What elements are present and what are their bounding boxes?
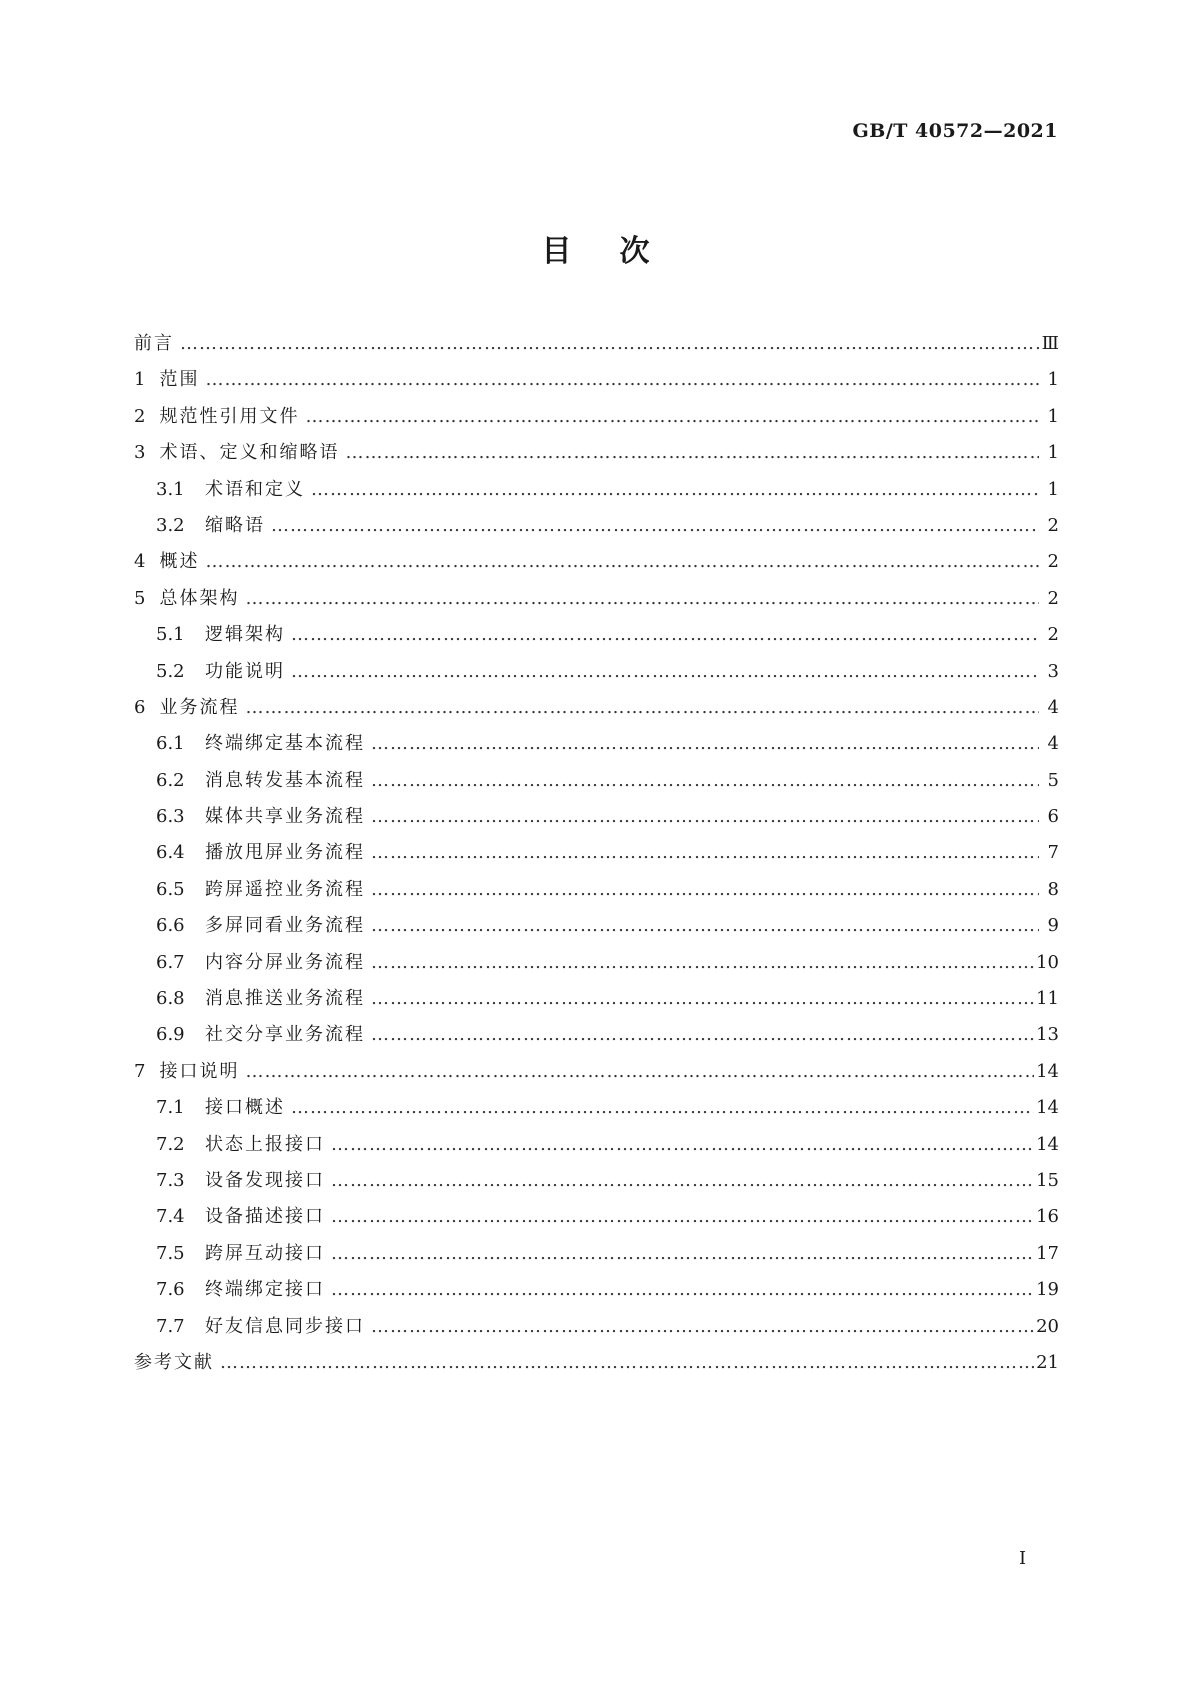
toc-entry[interactable] [134, 1090, 1059, 1126]
toc-entry[interactable] [134, 1345, 1059, 1381]
dot-leader [331, 1163, 1034, 1199]
toc-entry-title: 终端绑定基本流程 [205, 733, 365, 755]
dot-leader [331, 1199, 1034, 1235]
toc-entry-number: 5 [134, 587, 146, 609]
toc-entry-page: 4 [1047, 696, 1059, 718]
toc-entry-page: 4 [1047, 733, 1059, 755]
dot-leader [371, 872, 1039, 908]
toc-entry[interactable] [134, 362, 1059, 398]
toc-entry-title: 多屏同看业务流程 [205, 915, 365, 937]
toc-entry-number: 6.5 [156, 878, 185, 900]
toc-entry[interactable] [134, 435, 1059, 471]
toc-entry-page: 13 [1036, 1024, 1059, 1046]
toc-entry-number: 7.2 [156, 1133, 185, 1155]
toc-entry-page: 14 [1036, 1133, 1059, 1155]
toc-entry-page: 14 [1036, 1060, 1059, 1082]
toc-entry-number: 6.2 [156, 769, 185, 791]
toc-entry-title: 规范性引用文件 [159, 405, 300, 427]
dot-leader [220, 1345, 1034, 1381]
toc-entry-title: 跨屏遥控业务流程 [205, 878, 365, 900]
dot-leader [331, 1272, 1034, 1308]
toc-entry-page: 2 [1047, 551, 1059, 573]
toc-entry[interactable] [134, 872, 1059, 908]
toc-entry-title: 社交分享业务流程 [205, 1024, 365, 1046]
dot-leader [371, 908, 1039, 944]
toc-entry-number: 7.7 [156, 1315, 185, 1337]
toc-entry-title: 接口说明 [159, 1060, 240, 1082]
toc-entry-page: 21 [1036, 1351, 1059, 1373]
toc-entry[interactable] [134, 1199, 1059, 1235]
toc-entry[interactable] [134, 690, 1059, 726]
toc-entry-number: 6.3 [156, 806, 185, 828]
dot-leader [371, 763, 1039, 799]
toc-entry-number: 1 [134, 369, 146, 391]
dot-leader [271, 508, 1039, 544]
toc-entry-title: 媒体共享业务流程 [205, 806, 365, 828]
dot-leader [305, 399, 1039, 435]
toc-entry[interactable] [134, 508, 1059, 544]
toc-entry-title: 功能说明 [205, 660, 285, 682]
dot-leader [371, 835, 1039, 871]
toc-entry[interactable] [134, 908, 1059, 944]
toc-entry-page: 17 [1036, 1242, 1059, 1264]
toc-entry-title: 状态上报接口 [205, 1133, 325, 1155]
toc-entry-number: 6.7 [156, 951, 185, 973]
toc-entry-title: 设备描述接口 [205, 1206, 325, 1228]
toc-entry-title: 设备发现接口 [205, 1169, 325, 1191]
toc-entry-number: 7.5 [156, 1242, 185, 1264]
toc-entry[interactable] [134, 399, 1059, 435]
toc-entry-number: 7 [134, 1060, 146, 1082]
toc-entry-page: 3 [1047, 660, 1059, 682]
dot-leader [205, 362, 1039, 398]
toc-entry-page: 20 [1036, 1315, 1059, 1337]
toc-entry-page: 2 [1047, 514, 1059, 536]
dot-leader [180, 326, 1039, 362]
toc-entry[interactable] [134, 472, 1059, 508]
toc-entry[interactable] [134, 835, 1059, 871]
toc-entry-title: 术语、定义和缩略语 [159, 442, 340, 464]
dot-leader [331, 1236, 1034, 1272]
toc-entry-number: 3 [134, 442, 146, 464]
toc-entry-title: 参考文献 [134, 1351, 214, 1373]
toc-entry-number: 6.9 [156, 1024, 185, 1046]
toc-entry-title: 消息推送业务流程 [205, 988, 365, 1010]
toc-entry-title: 业务流程 [159, 696, 240, 718]
toc-entry-page: 14 [1036, 1097, 1059, 1119]
dot-leader [291, 654, 1039, 690]
toc-entry-number: 5.2 [156, 660, 185, 682]
dot-leader [371, 1309, 1034, 1345]
toc-entry-page: 9 [1047, 915, 1059, 937]
toc-entry-page: 1 [1047, 405, 1059, 427]
toc-entry-number: 7.1 [156, 1097, 185, 1119]
dot-leader [245, 690, 1039, 726]
toc-entry-title: 概述 [159, 551, 200, 573]
toc-entry-page: 2 [1047, 624, 1059, 646]
toc-entry-page: 7 [1047, 842, 1059, 864]
toc-entry[interactable] [134, 799, 1059, 835]
dot-leader [291, 1090, 1034, 1126]
toc-entry[interactable] [134, 945, 1059, 981]
toc-entry-title: 接口概述 [205, 1097, 285, 1119]
toc-entry-number: 3.2 [156, 514, 185, 536]
toc-entry[interactable] [134, 1017, 1059, 1053]
toc-entry[interactable] [134, 1127, 1059, 1163]
toc-entry[interactable] [134, 581, 1059, 617]
dot-leader [311, 472, 1039, 508]
toc-entry[interactable] [134, 981, 1059, 1017]
toc-entry[interactable] [134, 1163, 1059, 1199]
dot-leader [245, 581, 1039, 617]
page-title: 目次 [541, 234, 698, 269]
toc-entry-title: 逻辑架构 [205, 624, 285, 646]
toc-entry[interactable] [134, 544, 1059, 580]
toc-entry-page: 1 [1047, 369, 1059, 391]
toc-entry-title: 术语和定义 [205, 478, 305, 500]
dot-leader [371, 726, 1039, 762]
toc-entry[interactable] [134, 326, 1059, 362]
toc-entry-title: 消息转发基本流程 [205, 769, 365, 791]
toc-entry-page: 5 [1047, 769, 1059, 791]
toc-entry[interactable] [134, 763, 1059, 799]
dot-leader [371, 1017, 1034, 1053]
toc-entry-title: 跨屏互动接口 [205, 1242, 325, 1264]
dot-leader [331, 1127, 1034, 1163]
toc-entry-page: 6 [1047, 806, 1059, 828]
toc-entry-title: 终端绑定接口 [205, 1279, 325, 1301]
dot-leader [245, 1054, 1034, 1090]
toc-entry-number: 6.4 [156, 842, 185, 864]
dot-leader [205, 544, 1039, 580]
toc-entry-page: 1 [1047, 478, 1059, 500]
toc-entry[interactable] [134, 1272, 1059, 1308]
toc-entry[interactable] [134, 726, 1059, 762]
toc-entry-page: 15 [1036, 1169, 1059, 1191]
toc-entry-title: 总体架构 [159, 587, 240, 609]
toc-entry-page: 2 [1047, 587, 1059, 609]
toc-entry[interactable] [134, 617, 1059, 653]
toc-entry-number: 3.1 [156, 478, 185, 500]
toc-entry[interactable] [134, 1054, 1059, 1090]
toc-entry-title: 好友信息同步接口 [205, 1315, 365, 1337]
dot-leader [345, 435, 1039, 471]
dot-leader [371, 981, 1034, 1017]
dot-leader [371, 945, 1034, 981]
toc-entry-page: 11 [1036, 988, 1059, 1010]
toc-entry-number: 6.8 [156, 988, 185, 1010]
toc-entry-page: 19 [1036, 1279, 1059, 1301]
toc-entry-title: 内容分屏业务流程 [205, 951, 365, 973]
table-of-contents [134, 326, 1059, 1381]
toc-entry[interactable] [134, 654, 1059, 690]
dot-leader [291, 617, 1039, 653]
toc-entry-page: 10 [1036, 951, 1059, 973]
dot-leader [371, 799, 1039, 835]
toc-entry-number: 2 [134, 405, 146, 427]
toc-entry-number: 6.6 [156, 915, 185, 937]
toc-entry-page: 8 [1047, 878, 1059, 900]
toc-entry-title: 范围 [159, 369, 200, 391]
toc-entry-number: 5.1 [156, 624, 185, 646]
toc-entry[interactable] [134, 1236, 1059, 1272]
toc-entry-number: 6 [134, 696, 146, 718]
toc-entry-number: 7.4 [156, 1206, 185, 1228]
toc-entry-page: 1 [1047, 442, 1059, 464]
toc-entry-number: 4 [134, 551, 146, 573]
toc-entry[interactable] [134, 1309, 1059, 1345]
toc-entry-title: 缩略语 [205, 514, 265, 536]
toc-entry-page: Ⅲ [1041, 333, 1059, 354]
toc-entry-number: 7.3 [156, 1169, 185, 1191]
toc-entry-title: 播放甩屏业务流程 [205, 842, 365, 864]
toc-entry-page: 16 [1036, 1206, 1059, 1228]
page-number: I [1019, 1548, 1027, 1569]
standard-code: GB/T 40572—2021 [852, 120, 1058, 142]
toc-entry-number: 6.1 [156, 733, 185, 755]
toc-entry-number: 7.6 [156, 1279, 185, 1301]
toc-entry-title: 前言 [134, 333, 174, 354]
